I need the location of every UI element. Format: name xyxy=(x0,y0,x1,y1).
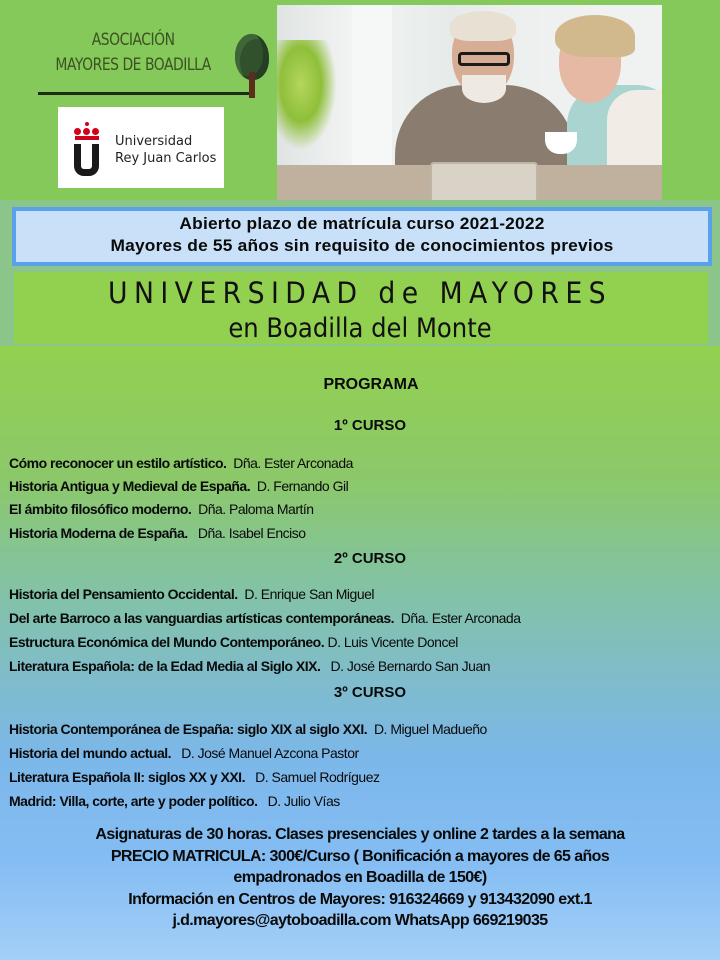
subject-title: Historia del mundo actual. xyxy=(9,745,172,761)
association-underline xyxy=(38,92,252,95)
u-letter-icon xyxy=(74,144,99,176)
course-2-subject-2 xyxy=(9,608,520,628)
subject-title: Estructura Económica del Mundo Contemporáneo. xyxy=(9,634,325,650)
subject-title: Historia del Pensamiento Occidental. xyxy=(9,586,238,602)
teacher-name: D. Fernando Gil xyxy=(256,478,349,494)
course-1-subject-1 xyxy=(9,453,353,473)
course-2-heading: 2º CURSO xyxy=(333,550,407,567)
banner-line1: Abierto plazo de matrícula curso 2021-2022 xyxy=(179,214,545,233)
footer-phone-info: Información en Centros de Mayores: 916324669 y 913432090 ext.1 xyxy=(128,890,592,908)
course-1-subject-4 xyxy=(9,523,306,543)
subject-title: Madrid: Villa, corte, arte y poder político. xyxy=(9,793,258,809)
course-3-subject-1 xyxy=(9,719,487,739)
footer-price: PRECIO MATRICULA: 300€/Curso ( Bonificación a mayores de 65 años xyxy=(110,847,610,865)
teacher-name: D. Enrique San Miguel xyxy=(244,586,374,602)
tree-icon xyxy=(235,34,271,96)
program-heading: PROGRAMA xyxy=(323,376,419,393)
teacher-name: D. José Bernardo San Juan xyxy=(330,658,491,674)
university-name-line2: Rey Juan Carlos xyxy=(115,151,217,166)
footer-contact: j.d.mayores@aytoboadilla.com WhatsApp 669219035 xyxy=(172,912,548,929)
teacher-name: Dña. Isabel Enciso xyxy=(197,525,306,541)
enrollment-banner xyxy=(12,207,712,266)
header xyxy=(0,0,720,205)
course-2-subject-3 xyxy=(9,632,458,652)
course-2-subject-1 xyxy=(9,584,374,604)
page-title: UNIVERSIDAD de MAYORES xyxy=(107,276,613,310)
subject-title: Historia Moderna de España. xyxy=(9,525,188,541)
subject-title: Cómo reconocer un estilo artístico. xyxy=(9,455,227,471)
teacher-name: Dña. Ester Arconada xyxy=(233,455,353,471)
course-3-subject-2 xyxy=(9,743,359,763)
teacher-name: D. José Manuel Azcona Pastor xyxy=(181,745,359,761)
course-2-subject-4 xyxy=(9,656,490,676)
course-3-heading: 3º CURSO xyxy=(333,684,407,701)
course-1-subject-2 xyxy=(9,476,348,496)
subject-title: Literatura Española II: siglos XX y XXI. xyxy=(9,769,245,785)
course-3-subject-3 xyxy=(9,767,379,787)
teacher-name: D. Luis Vicente Doncel xyxy=(327,634,458,650)
footer-schedule: Asignaturas de 30 horas. Clases presenciales y online 2 tardes a la semana xyxy=(95,826,625,843)
subject-title: Historia Contemporánea de España: siglo XIX al siglo XXI. xyxy=(9,721,368,737)
footer-info xyxy=(0,824,720,932)
teacher-name: Dña. Paloma Martín xyxy=(198,501,314,517)
crown-icon xyxy=(74,122,100,142)
university-name xyxy=(115,133,216,167)
university-logo xyxy=(58,107,224,188)
banner-line2: Mayores de 55 años sin requisito de conocimientos previos xyxy=(110,236,614,255)
subject-title: Del arte Barroco a las vanguardias artísticas contemporáneas. xyxy=(9,610,395,626)
subject-title: Historia Antigua y Medieval de España. xyxy=(9,478,251,494)
subject-title: Literatura Española: de la Edad Media al Siglo XIX. xyxy=(9,658,321,674)
footer-price-discount: empadronados en Boadilla de 150€) xyxy=(233,869,487,886)
association-name-line2: MAYORES DE BOADILLA xyxy=(55,55,211,75)
subject-title: El ámbito filosófico moderno. xyxy=(9,501,192,517)
teacher-name: D. Miguel Madueño xyxy=(373,721,487,737)
seniors-photo xyxy=(277,5,662,202)
university-name-line1: Universidad xyxy=(115,134,193,149)
course-1-subject-3 xyxy=(9,499,314,519)
course-1-heading: 1º CURSO xyxy=(333,417,407,434)
association-name xyxy=(38,28,228,78)
association-logo xyxy=(38,28,268,96)
teacher-name: Dña. Ester Arconada xyxy=(400,610,521,626)
teacher-name: D. Samuel Rodríguez xyxy=(255,769,380,785)
course-3-subject-4 xyxy=(9,791,340,811)
teacher-name: D. Julio Vías xyxy=(267,793,340,809)
page-subtitle: en Boadilla del Monte xyxy=(228,313,492,344)
association-name-line1: ASOCIACIÓN xyxy=(91,30,175,50)
